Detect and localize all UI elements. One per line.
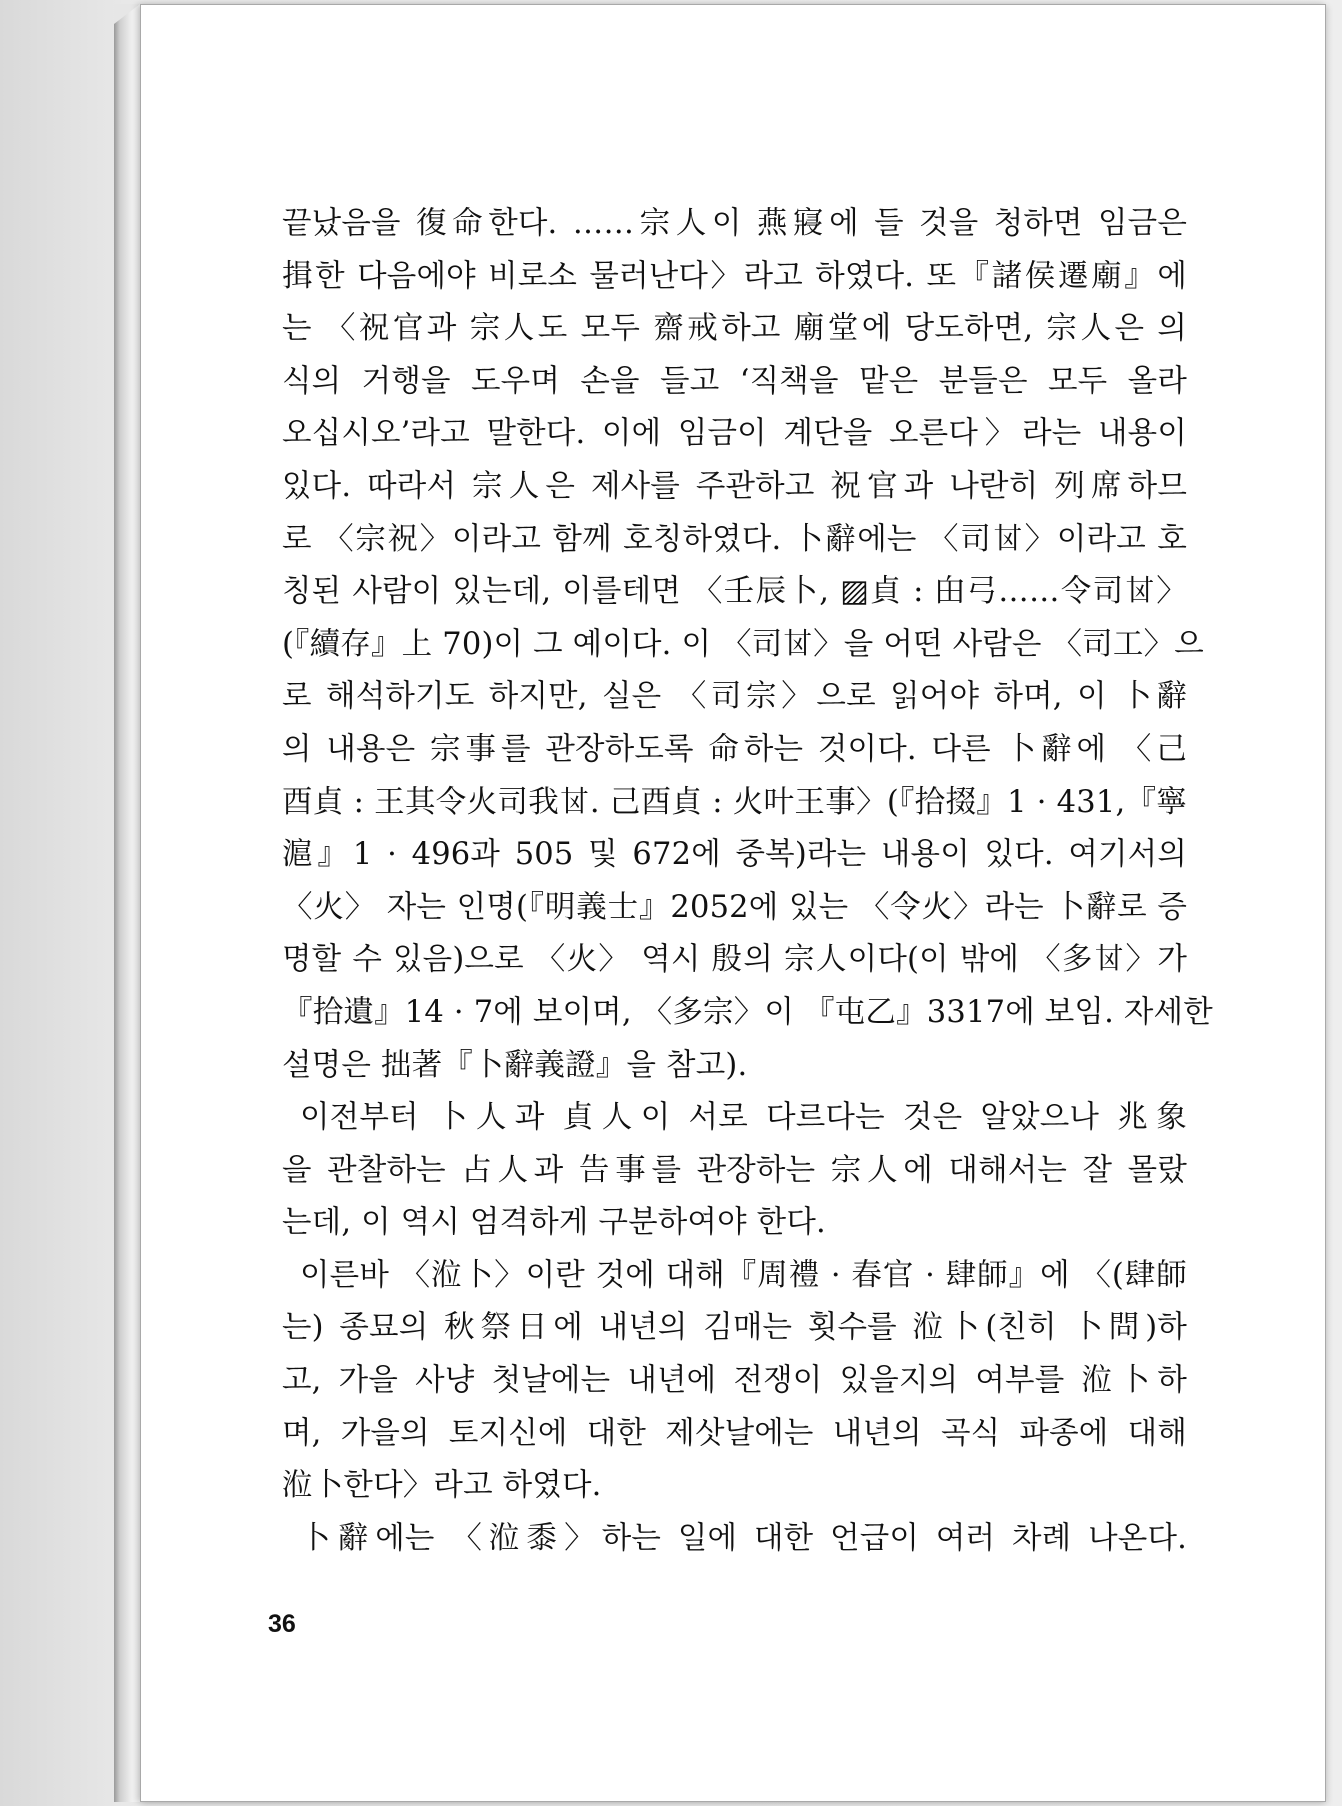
text-line: 는) 종묘의 秋祭日에 내년의 김매는 횟수를 涖卜(친히 卜問)하 <box>282 1310 1187 1346</box>
text-line: 있다. 따라서 宗人은 제사를 주관하고 祝官과 나란히 列席하므 <box>282 468 1187 504</box>
text-line: 涖卜한다〉라고 하였다. <box>282 1468 602 1504</box>
body-text <box>282 198 1213 1565</box>
text-line: 끝났음을 復命한다. ……宗人이 燕寢에 들 것을 청하면 임금은 <box>282 206 1187 241</box>
text-line: 설명은 拙著『卜辭義證』을 참고). <box>282 1047 748 1083</box>
text-line: 며, 가을의 토지신에 대한 제삿날에는 내년의 곡식 파종에 대해 <box>282 1415 1187 1451</box>
text-line: 고, 가을 사냥 첫날에는 내년에 전쟁이 있을지의 여부를 涖卜하 <box>282 1363 1187 1399</box>
text-line: 로 〈宗祝〉이라고 함께 호칭하였다. 卜辭에는 〈司𠀠〉이라고 호 <box>282 521 1187 557</box>
text-line: 명할 수 있음)으로 〈火〉 역시 殷의 宗人이다(이 밖에 〈多𠀠〉가 <box>282 942 1187 978</box>
text-line: 酉貞 : 王其令火司我𠀠. 己酉貞 : 火叶王事〉(『拾掇』1 · 431,『寧 <box>282 784 1187 820</box>
text-line: 을 관찰하는 占人과 告事를 관장하는 宗人에 대해서는 잘 몰랐 <box>282 1152 1187 1188</box>
text-line: 〈火〉 자는 인명(『明義士』2052에 있는 〈令火〉라는 卜辭로 증 <box>282 889 1187 925</box>
page-number: 36 <box>268 1610 296 1638</box>
text-line: 로 해석하기도 하지만, 실은 〈司宗〉으로 읽어야 하며, 이 卜辭 <box>282 679 1187 715</box>
text-line: 卜辭에는 〈涖黍〉하는 일에 대한 언급이 여러 차례 나온다. <box>300 1520 1187 1556</box>
text-line: 칭된 사람이 있는데, 이를테면 〈壬辰卜, ▨貞 : 甶弓……令司𠀠〉 <box>282 574 1187 610</box>
page-corner <box>114 4 140 24</box>
text-line: 揖한 다음에야 비로소 물러난다〉라고 하였다. 또『諸侯遷廟』에 <box>282 258 1187 294</box>
text-line: 이전부터 卜人과 貞人이 서로 다르다는 것은 알았으나 兆象 <box>300 1100 1187 1136</box>
text-line: 의 내용은 宗事를 관장하도록 命하는 것이다. 다른 卜辭에 〈己 <box>282 731 1187 767</box>
text-line: 는 〈祝官과 宗人도 모두 齋戒하고 廟堂에 당도하면, 宗人은 의 <box>282 311 1187 347</box>
text-line: 이른바 〈涖卜〉이란 것에 대해『周禮 · 春官 · 肆師』에 〈(肆師 <box>300 1257 1187 1293</box>
text-line: 오십시오’라고 말한다. 이에 임금이 계단을 오른다〉라는 내용이 <box>282 416 1187 452</box>
text-line: (『續存』上 70)이 그 예이다. 이 〈司𠀠〉을 어떤 사람은 〈司工〉으 <box>282 626 1204 662</box>
text-line: 『拾遺』14 · 7에 보이며, 〈多宗〉이 『屯乙』3317에 보임. 자세한 <box>282 994 1213 1030</box>
text-line: 식의 거행을 도우며 손을 들고 ‘직책을 맡은 분들은 모두 올라 <box>282 363 1187 399</box>
text-line: 는데, 이 역시 엄격하게 구분하여야 한다. <box>282 1205 826 1241</box>
text-line: 滬』1 · 496과 505 및 672에 중복)라는 내용이 있다. 여기서의 <box>282 837 1187 873</box>
